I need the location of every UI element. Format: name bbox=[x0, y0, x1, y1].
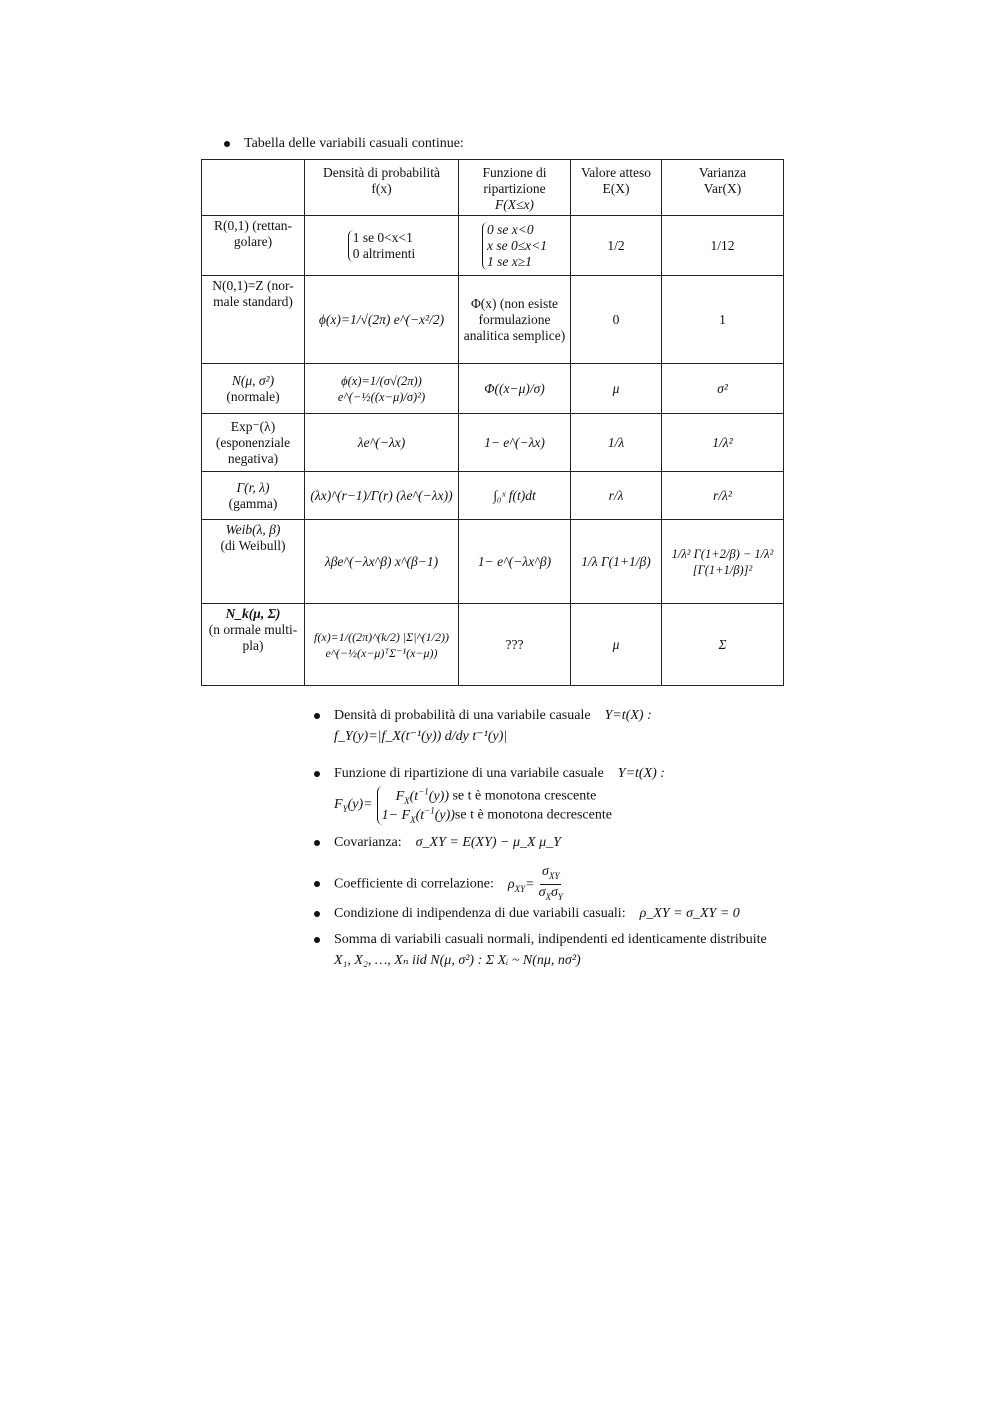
bullet-icon bbox=[314, 771, 320, 777]
var-uniform: 1/12 bbox=[662, 216, 784, 276]
cdf-gamma: ∫₀ˣ f(t)dt bbox=[459, 472, 571, 520]
pdf-uniform: 1 se 0<x<1 0 altrimenti bbox=[305, 216, 459, 276]
bullet-icon bbox=[224, 141, 230, 147]
var-gamma: r/λ² bbox=[662, 472, 784, 520]
cdf-normal: Φ((x−μ)/σ) bbox=[459, 364, 571, 414]
mean-weibull: 1/λ Γ(1+1/β) bbox=[571, 520, 662, 604]
pdf-weibull: λβe^(−λx^β) x^(β−1) bbox=[305, 520, 459, 604]
table-row bbox=[202, 364, 784, 414]
header-mean: Valore atteso E(X) bbox=[571, 160, 662, 216]
table-row bbox=[202, 604, 784, 686]
row-name-normal: N(μ, σ²) (normale) bbox=[202, 364, 305, 414]
table-row bbox=[202, 216, 784, 276]
row-name-gamma: Γ(r, λ) (gamma) bbox=[202, 472, 305, 520]
section-pdf-transform: Densità di probabilità di una variabile casuale Y=t(X) : f_Y(y)=|f_X(t⁻¹(y)) d/dy t⁻¹(y)| bbox=[314, 708, 652, 745]
section-correlation: Coefficiente di correlazione: $\rho_{XY}=$ $\frac{\sigma_{XY}}{\sigma_X\sigma_Y}$ bbox=[314, 864, 567, 905]
mean-multinormal: μ bbox=[571, 604, 662, 686]
row-name-uniform: R(0,1) (rettan-golare) bbox=[202, 216, 305, 276]
mean-uniform: 1/2 bbox=[571, 216, 662, 276]
row-name-std-normal: N(0,1)=Z (nor-male standard) bbox=[202, 276, 305, 364]
pdf-transform-formula: f_Y(y)=|f_X(t⁻¹(y)) d/dy t⁻¹(y)| bbox=[334, 729, 508, 744]
var-exponential: 1/λ² bbox=[662, 414, 784, 472]
row-name-multinormal: N_k(μ, Σ) (n ormale multi-pla) bbox=[202, 604, 305, 686]
table-row bbox=[202, 472, 784, 520]
mean-exponential: 1/λ bbox=[571, 414, 662, 472]
bullet-icon bbox=[314, 881, 320, 887]
normal-sum-formula: X₁, X₂, …, Xₙ iid N(μ, σ²) : Σ Xᵢ ~ N(nμ, nσ²) bbox=[334, 953, 581, 968]
table-row bbox=[202, 414, 784, 472]
header-empty bbox=[202, 160, 305, 216]
bullet-icon bbox=[314, 911, 320, 917]
header-cdf: Funzione di ripartizione F(X≤x) bbox=[459, 160, 571, 216]
row-name-weibull: Weib(λ, β) (di Weibull) bbox=[202, 520, 305, 604]
case-decreasing: se t è monotona decrescente bbox=[454, 808, 612, 824]
pdf-std-normal: ϕ(x)=1/√(2π) e^(−x²/2) bbox=[305, 276, 459, 364]
header-variance: Varianza Var(X) bbox=[662, 160, 784, 216]
var-weibull: 1/λ² Γ(1+2/β) − 1/λ² [Γ(1+1/β)]² bbox=[662, 520, 784, 604]
table-row bbox=[202, 520, 784, 604]
section-cdf-transform: Funzione di ripartizione di una variabile casuale Y=t(X) : $F_Y(y)=$ $F_X(t^{-1}(y))$ se t è monotona crescente $1- F_X(t^{-1}(y))se$ t è monotona decrescente bbox=[314, 766, 665, 825]
correlation-fraction: $\frac{\sigma_{XY}}{\sigma_X\sigma_Y}$ bbox=[538, 864, 563, 902]
pdf-multinormal: f(x)=1/((2π)^(k/2) |Σ|^(1/2)) e^(−½(x−μ)ᵀΣ⁻¹(x−μ)) bbox=[305, 604, 459, 686]
pdf-normal: ϕ(x)=1/(σ√(2π)) e^(−½((x−μ)/σ)²) bbox=[305, 364, 459, 414]
section-normal-sum: Somma di variabili casuali normali, indipendenti ed identicamente distribuite X₁, X₂, …, Xₙ iid N(μ, σ²) : Σ Xᵢ ~ N(nμ, nσ²) bbox=[314, 932, 767, 969]
cdf-weibull: 1− e^(−λx^β) bbox=[459, 520, 571, 604]
case-increasing: se t è monotona crescente bbox=[452, 788, 597, 804]
cdf-std-normal: Φ(x) (non esiste formulazione analitica semplice) bbox=[459, 276, 571, 364]
var-normal: σ² bbox=[662, 364, 784, 414]
bullet-icon bbox=[314, 713, 320, 719]
var-multinormal: Σ bbox=[662, 604, 784, 686]
header-density: Densità di probabilità f(x) bbox=[305, 160, 459, 216]
section-independence: Condizione di indipendenza di due variabili casuali: ρ_XY = σ_XY = 0 bbox=[314, 906, 740, 922]
cdf-multinormal: ??? bbox=[459, 604, 571, 686]
mean-std-normal: 0 bbox=[571, 276, 662, 364]
table-row bbox=[202, 276, 784, 364]
pdf-exponential: λe^(−λx) bbox=[305, 414, 459, 472]
cdf-exponential: 1− e^(−λx) bbox=[459, 414, 571, 472]
mean-gamma: r/λ bbox=[571, 472, 662, 520]
cdf-transform-formula: $F_Y(y)=$ $F_X(t^{-1}(y))$ se t è monotona crescente $1- F_X(t^{-1}(y))se$ t è monotona decrescente bbox=[334, 786, 612, 825]
section-covariance: Covarianza: σ_XY = E(XY) − μ_X μ_Y bbox=[314, 835, 561, 851]
bullet-icon bbox=[314, 840, 320, 846]
table-intro: Tabella delle variabili casuali continue: bbox=[224, 136, 464, 152]
var-std-normal: 1 bbox=[662, 276, 784, 364]
mean-normal: μ bbox=[571, 364, 662, 414]
cdf-uniform: 0 se x<0 x se 0≤x<1 1 se x≥1 bbox=[459, 216, 571, 276]
row-name-exponential: Exp⁻(λ) (esponenziale negativa) bbox=[202, 414, 305, 472]
table-header-row bbox=[202, 160, 784, 216]
bullet-icon bbox=[314, 937, 320, 943]
pdf-gamma: (λx)^(r−1)/Γ(r) (λe^(−λx)) bbox=[305, 472, 459, 520]
distribution-table bbox=[201, 159, 784, 686]
